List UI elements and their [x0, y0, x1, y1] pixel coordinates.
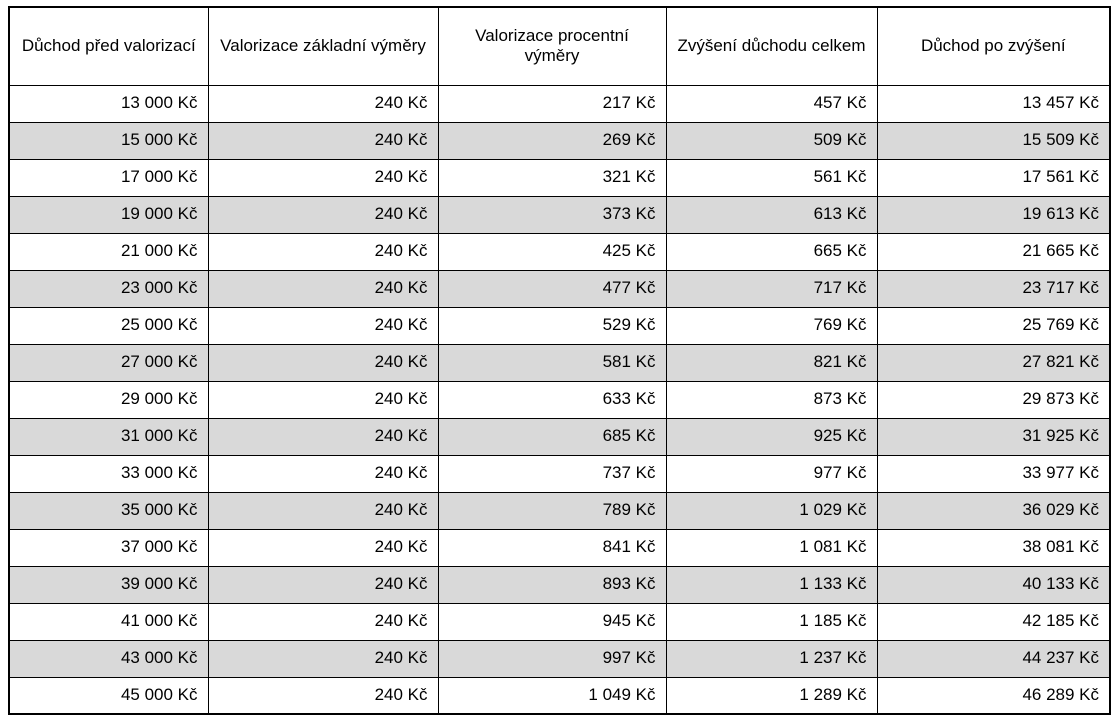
column-header-percent-increase: Valorizace procentní výměry: [438, 7, 666, 85]
pension-valorization-table: [8, 6, 1111, 715]
cell-total-increase: 925 Kč: [666, 418, 877, 455]
table-row: [9, 418, 1110, 455]
cell-total-increase: 1 081 Kč: [666, 529, 877, 566]
cell-pension-before: 43 000 Kč: [9, 640, 208, 677]
cell-base-increase: 240 Kč: [208, 640, 438, 677]
table-row: [9, 381, 1110, 418]
cell-percent-increase: 373 Kč: [438, 196, 666, 233]
cell-percent-increase: 217 Kč: [438, 85, 666, 122]
column-header-total-increase: Zvýšení důchodu celkem: [666, 7, 877, 85]
cell-pension-before: 41 000 Kč: [9, 603, 208, 640]
cell-percent-increase: 1 049 Kč: [438, 677, 666, 714]
table-row: [9, 492, 1110, 529]
cell-percent-increase: 997 Kč: [438, 640, 666, 677]
cell-total-increase: 873 Kč: [666, 381, 877, 418]
cell-pension-after: 46 289 Kč: [877, 677, 1110, 714]
cell-total-increase: 977 Kč: [666, 455, 877, 492]
cell-pension-before: 45 000 Kč: [9, 677, 208, 714]
cell-percent-increase: 737 Kč: [438, 455, 666, 492]
cell-base-increase: 240 Kč: [208, 603, 438, 640]
cell-total-increase: 1 289 Kč: [666, 677, 877, 714]
cell-total-increase: 1 185 Kč: [666, 603, 877, 640]
cell-pension-before: 33 000 Kč: [9, 455, 208, 492]
cell-total-increase: 821 Kč: [666, 344, 877, 381]
column-header-base-increase: Valorizace základní výměry: [208, 7, 438, 85]
cell-percent-increase: 477 Kč: [438, 270, 666, 307]
cell-base-increase: 240 Kč: [208, 85, 438, 122]
cell-total-increase: 613 Kč: [666, 196, 877, 233]
cell-pension-after: 19 613 Kč: [877, 196, 1110, 233]
table-row: [9, 85, 1110, 122]
cell-base-increase: 240 Kč: [208, 159, 438, 196]
table-row: [9, 159, 1110, 196]
cell-percent-increase: 425 Kč: [438, 233, 666, 270]
cell-pension-after: 27 821 Kč: [877, 344, 1110, 381]
cell-pension-after: 44 237 Kč: [877, 640, 1110, 677]
cell-base-increase: 240 Kč: [208, 529, 438, 566]
cell-base-increase: 240 Kč: [208, 566, 438, 603]
cell-pension-before: 35 000 Kč: [9, 492, 208, 529]
cell-base-increase: 240 Kč: [208, 196, 438, 233]
cell-pension-before: 15 000 Kč: [9, 122, 208, 159]
cell-pension-before: 13 000 Kč: [9, 85, 208, 122]
cell-total-increase: 1 029 Kč: [666, 492, 877, 529]
cell-base-increase: 240 Kč: [208, 381, 438, 418]
cell-percent-increase: 269 Kč: [438, 122, 666, 159]
table-row: [9, 455, 1110, 492]
cell-pension-before: 23 000 Kč: [9, 270, 208, 307]
table-row: [9, 233, 1110, 270]
cell-pension-after: 21 665 Kč: [877, 233, 1110, 270]
column-header-pension-before: Důchod před valorizací: [9, 7, 208, 85]
cell-pension-before: 39 000 Kč: [9, 566, 208, 603]
header-row: [9, 7, 1110, 85]
cell-pension-after: 29 873 Kč: [877, 381, 1110, 418]
cell-pension-before: 29 000 Kč: [9, 381, 208, 418]
cell-percent-increase: 685 Kč: [438, 418, 666, 455]
cell-total-increase: 561 Kč: [666, 159, 877, 196]
cell-pension-before: 19 000 Kč: [9, 196, 208, 233]
table-row: [9, 196, 1110, 233]
cell-percent-increase: 633 Kč: [438, 381, 666, 418]
cell-base-increase: 240 Kč: [208, 233, 438, 270]
table-row: [9, 677, 1110, 714]
table-row: [9, 122, 1110, 159]
cell-pension-after: 13 457 Kč: [877, 85, 1110, 122]
cell-pension-before: 21 000 Kč: [9, 233, 208, 270]
cell-base-increase: 240 Kč: [208, 270, 438, 307]
cell-pension-before: 25 000 Kč: [9, 307, 208, 344]
cell-percent-increase: 841 Kč: [438, 529, 666, 566]
cell-total-increase: 717 Kč: [666, 270, 877, 307]
cell-total-increase: 509 Kč: [666, 122, 877, 159]
table-row: [9, 344, 1110, 381]
cell-percent-increase: 789 Kč: [438, 492, 666, 529]
cell-base-increase: 240 Kč: [208, 122, 438, 159]
cell-pension-before: 37 000 Kč: [9, 529, 208, 566]
cell-pension-after: 40 133 Kč: [877, 566, 1110, 603]
table-row: [9, 640, 1110, 677]
cell-percent-increase: 321 Kč: [438, 159, 666, 196]
cell-pension-before: 17 000 Kč: [9, 159, 208, 196]
cell-pension-after: 42 185 Kč: [877, 603, 1110, 640]
cell-base-increase: 240 Kč: [208, 677, 438, 714]
table-body: [9, 85, 1110, 714]
cell-percent-increase: 893 Kč: [438, 566, 666, 603]
cell-total-increase: 1 133 Kč: [666, 566, 877, 603]
cell-pension-after: 31 925 Kč: [877, 418, 1110, 455]
cell-base-increase: 240 Kč: [208, 307, 438, 344]
cell-pension-after: 17 561 Kč: [877, 159, 1110, 196]
table-header: [9, 7, 1110, 85]
cell-pension-after: 36 029 Kč: [877, 492, 1110, 529]
column-header-pension-after: Důchod po zvýšení: [877, 7, 1110, 85]
cell-base-increase: 240 Kč: [208, 455, 438, 492]
cell-pension-before: 27 000 Kč: [9, 344, 208, 381]
cell-percent-increase: 945 Kč: [438, 603, 666, 640]
cell-total-increase: 769 Kč: [666, 307, 877, 344]
cell-total-increase: 665 Kč: [666, 233, 877, 270]
table-row: [9, 529, 1110, 566]
cell-pension-after: 23 717 Kč: [877, 270, 1110, 307]
cell-base-increase: 240 Kč: [208, 418, 438, 455]
cell-percent-increase: 581 Kč: [438, 344, 666, 381]
cell-pension-before: 31 000 Kč: [9, 418, 208, 455]
cell-percent-increase: 529 Kč: [438, 307, 666, 344]
table-row: [9, 270, 1110, 307]
cell-pension-after: 15 509 Kč: [877, 122, 1110, 159]
cell-total-increase: 1 237 Kč: [666, 640, 877, 677]
table-row: [9, 566, 1110, 603]
cell-pension-after: 38 081 Kč: [877, 529, 1110, 566]
table-row: [9, 307, 1110, 344]
table-row: [9, 603, 1110, 640]
cell-base-increase: 240 Kč: [208, 344, 438, 381]
cell-total-increase: 457 Kč: [666, 85, 877, 122]
cell-pension-after: 25 769 Kč: [877, 307, 1110, 344]
cell-pension-after: 33 977 Kč: [877, 455, 1110, 492]
cell-base-increase: 240 Kč: [208, 492, 438, 529]
